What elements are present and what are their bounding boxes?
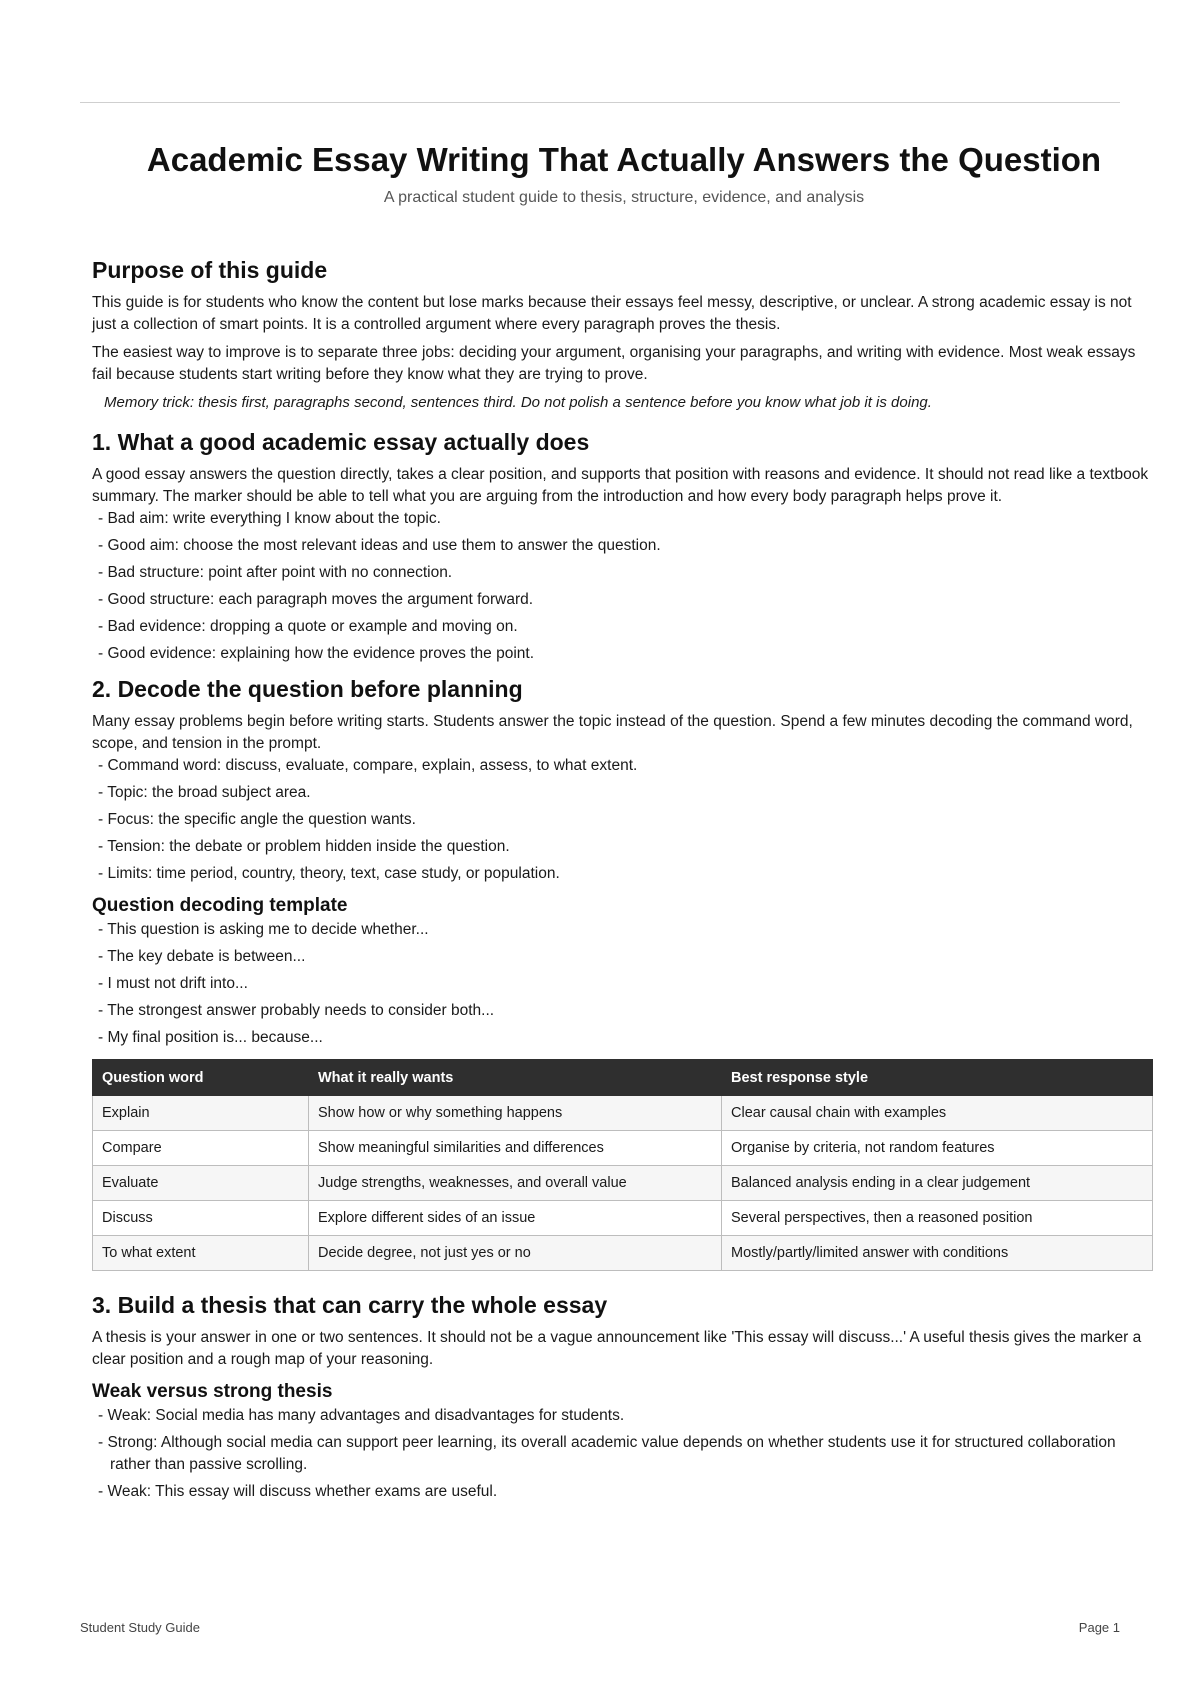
list-item: - The strongest answer probably needs to consider both... bbox=[98, 1000, 1156, 1022]
table-cell: Discuss bbox=[93, 1201, 309, 1236]
list-item: - Command word: discuss, evaluate, compare, explain, assess, to what extent. bbox=[98, 755, 1156, 777]
column-header: What it really wants bbox=[309, 1060, 722, 1096]
table-cell: Evaluate bbox=[93, 1166, 309, 1201]
purpose-heading: Purpose of this guide bbox=[92, 257, 328, 283]
header-divider bbox=[80, 102, 1120, 103]
question-word-table bbox=[92, 1059, 1153, 1271]
table-cell: Compare bbox=[93, 1131, 309, 1166]
section-1-paragraph: A good essay answers the question directly, takes a clear position, and supports that position with reasons and evidence. It should not read like a textbook summary. The marker should be able to tell what you are arguing from the introduction and how every body paragraph helps prove it. bbox=[92, 466, 1149, 505]
table-cell: Balanced analysis ending in a clear judgement bbox=[722, 1166, 1153, 1201]
list-item: - Weak: This essay will discuss whether exams are useful. bbox=[98, 1481, 1156, 1503]
table-cell: To what extent bbox=[93, 1236, 309, 1271]
section-2-heading: 2. Decode the question before planning bbox=[92, 676, 523, 702]
section-3-heading: 3. Build a thesis that can carry the whole essay bbox=[92, 1292, 608, 1318]
section-3-paragraph: A thesis is your answer in one or two sentences. It should not be a vague announcement like 'This essay will discuss...' A useful thesis gives the marker a clear position and a rough map of your reasoning. bbox=[92, 1329, 1142, 1368]
template-heading: Question decoding template bbox=[92, 895, 348, 916]
list-item: - I must not drift into... bbox=[98, 973, 1156, 995]
table-cell: Mostly/partly/limited answer with conditions bbox=[722, 1236, 1153, 1271]
table-cell: Several perspectives, then a reasoned position bbox=[722, 1201, 1153, 1236]
list-item: - My final position is... because... bbox=[98, 1027, 1156, 1049]
section-1-heading: 1. What a good academic essay actually does bbox=[92, 429, 590, 455]
table-cell: Show meaningful similarities and differences bbox=[309, 1131, 722, 1166]
thesis-examples-list bbox=[92, 1405, 1156, 1503]
table-header-row bbox=[93, 1060, 1153, 1096]
document-body bbox=[92, 136, 1156, 1508]
section-2-paragraph: Many essay problems begin before writing starts. Students answer the topic instead of the question. Spend a few minutes decoding the command word, scope, and tension in the prompt. bbox=[92, 713, 1133, 752]
column-header: Best response style bbox=[722, 1060, 1153, 1096]
list-item: - Weak: Social media has many advantages and disadvantages for students. bbox=[98, 1405, 1156, 1427]
thesis-comparison-heading: Weak versus strong thesis bbox=[92, 1381, 333, 1402]
section-1-list bbox=[92, 508, 1156, 665]
table-cell: Show how or why something happens bbox=[309, 1096, 722, 1131]
column-header: Question word bbox=[93, 1060, 309, 1096]
purpose-paragraph-1: This guide is for students who know the content but lose marks because their essays feel messy, descriptive, or unclear. A strong academic essay is not just a collection of smart points. It is a controlled argument where every paragraph proves the thesis. bbox=[92, 294, 1132, 333]
table-row bbox=[93, 1096, 1153, 1131]
list-item: - Limits: time period, country, theory, text, case study, or population. bbox=[98, 863, 1156, 885]
purpose-section bbox=[92, 254, 1156, 414]
list-item: - Strong: Although social media can support peer learning, its overall academic value depends on whether students use it for structured collaboration rather than passive scrolling. bbox=[98, 1432, 1156, 1476]
list-item: - Good aim: choose the most relevant ideas and use them to answer the question. bbox=[98, 535, 1156, 557]
list-item: - Bad aim: write everything I know about the topic. bbox=[98, 508, 1156, 530]
list-item: - Topic: the broad subject area. bbox=[98, 782, 1156, 804]
list-item: - The key debate is between... bbox=[98, 946, 1156, 968]
document-subtitle: A practical student guide to thesis, structure, evidence, and analysis bbox=[383, 189, 865, 206]
table-row bbox=[93, 1236, 1153, 1271]
list-item: - Tension: the debate or problem hidden inside the question. bbox=[98, 836, 1156, 858]
table-cell: Explore different sides of an issue bbox=[309, 1201, 722, 1236]
table-cell: Judge strengths, weaknesses, and overall value bbox=[309, 1166, 722, 1201]
section-decode-question bbox=[92, 673, 1156, 1271]
list-item: - Good evidence: explaining how the evidence proves the point. bbox=[98, 643, 1156, 665]
section-thesis bbox=[92, 1289, 1156, 1503]
table-row bbox=[93, 1201, 1153, 1236]
list-item: - Focus: the specific angle the question wants. bbox=[98, 809, 1156, 831]
footer-page-number: Page 1 bbox=[1078, 1620, 1120, 1635]
table-cell: Organise by criteria, not random features bbox=[722, 1131, 1153, 1166]
table-row bbox=[93, 1131, 1153, 1166]
list-item: - Bad evidence: dropping a quote or example and moving on. bbox=[98, 616, 1156, 638]
table-cell: Explain bbox=[93, 1096, 309, 1131]
section-2-list bbox=[92, 755, 1156, 885]
purpose-paragraph-2: The easiest way to improve is to separate three jobs: deciding your argument, organising your paragraphs, and writing with evidence. Most weak essays fail because students start writing before they know what they are trying to prove. bbox=[92, 344, 1136, 383]
table-row bbox=[93, 1166, 1153, 1201]
document-title: Academic Essay Writing That Actually Answers the Question bbox=[146, 141, 1102, 178]
memory-trick-note: Memory trick: thesis first, paragraphs second, sentences third. Do not polish a sentence before you know what job it is doing. bbox=[104, 394, 932, 411]
list-item: - Bad structure: point after point with no connection. bbox=[98, 562, 1156, 584]
list-item: - This question is asking me to decide whether... bbox=[98, 919, 1156, 941]
list-item: - Good structure: each paragraph moves the argument forward. bbox=[98, 589, 1156, 611]
table-cell: Decide degree, not just yes or no bbox=[309, 1236, 722, 1271]
template-list bbox=[92, 919, 1156, 1049]
section-good-essay bbox=[92, 426, 1156, 665]
footer-guide-label: Student Study Guide bbox=[80, 1620, 200, 1635]
table-cell: Clear causal chain with examples bbox=[722, 1096, 1153, 1131]
